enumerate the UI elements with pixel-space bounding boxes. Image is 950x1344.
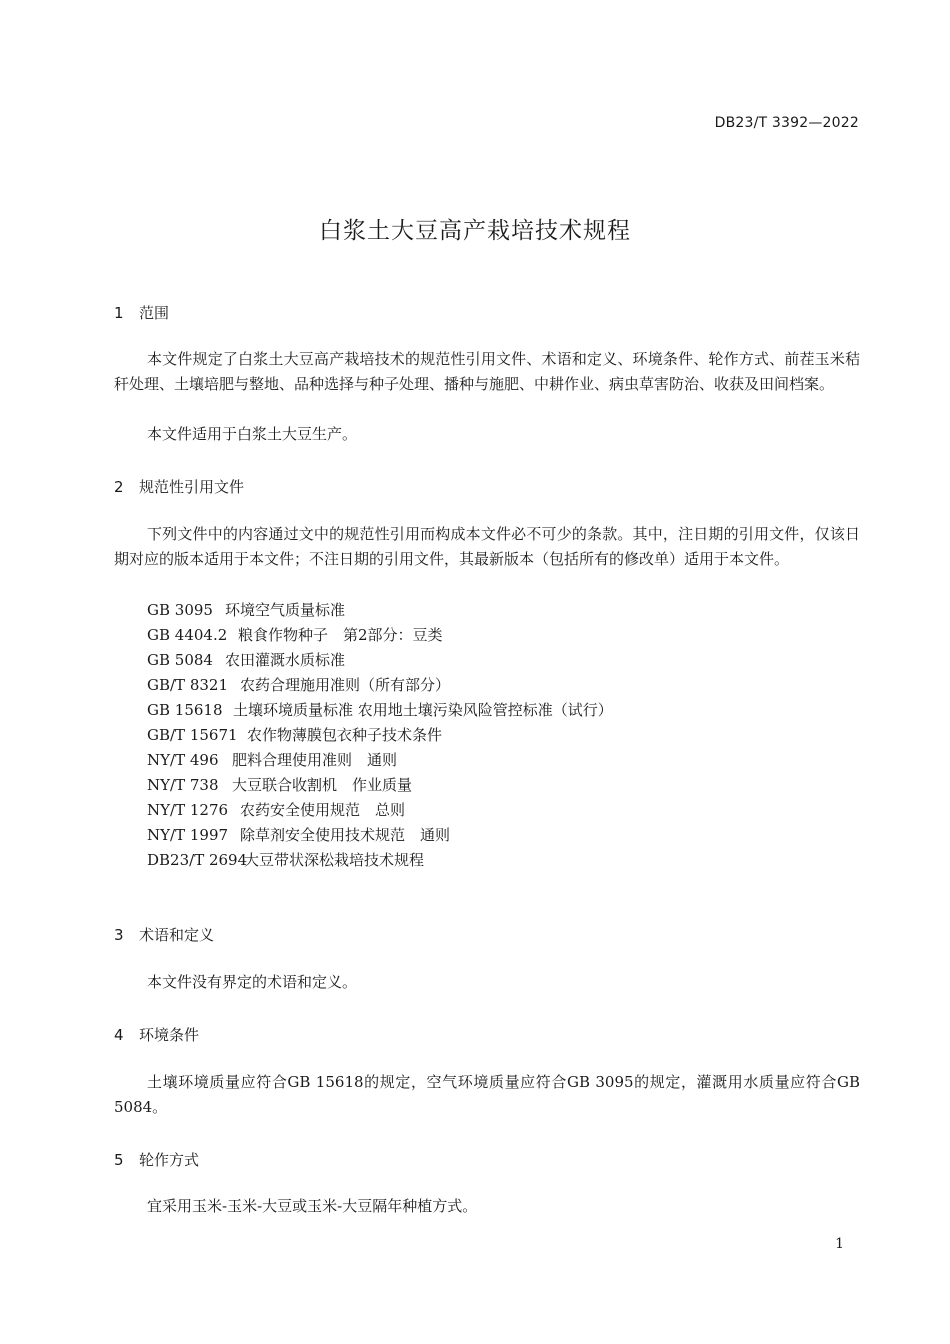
section-title: 轮作方式 — [139, 1151, 200, 1169]
section-number: 2 — [114, 478, 124, 496]
reference-code: NY/T 496 — [147, 751, 219, 769]
reference-item — [147, 598, 613, 623]
reference-code: NY/T 738 — [147, 776, 219, 794]
section-number: 4 — [114, 1026, 124, 1044]
reference-item — [147, 848, 613, 873]
reference-title: 大豆联合收割机 作业质量 — [232, 776, 413, 794]
reference-item — [147, 648, 613, 673]
section-2-heading — [114, 476, 244, 497]
section-title: 范围 — [139, 304, 170, 322]
section-5-paragraph-1: 宜采用玉米-玉米-大豆或玉米-大豆隔年种植方式。 — [147, 1197, 478, 1215]
reference-item — [147, 773, 613, 798]
reference-item — [147, 698, 613, 723]
reference-item — [147, 723, 613, 748]
section-title: 规范性引用文件 — [139, 478, 245, 496]
reference-code: GB 15618 — [147, 701, 223, 719]
document-title: 白浆土大豆高产栽培技术规程 — [319, 218, 631, 244]
section-3-heading — [114, 924, 214, 945]
reference-title: 农作物薄膜包衣种子技术条件 — [247, 726, 443, 744]
section-4-heading — [114, 1024, 199, 1045]
section-title: 术语和定义 — [139, 926, 215, 944]
reference-code: GB 3095 — [147, 601, 213, 619]
reference-item — [147, 673, 613, 698]
section-number: 1 — [114, 304, 124, 322]
section-number: 5 — [114, 1151, 124, 1169]
reference-code: GB/T 15671 — [147, 726, 238, 744]
reference-code: GB 4404.2 — [147, 626, 228, 644]
section-3-paragraph-1: 本文件没有界定的术语和定义。 — [147, 973, 358, 991]
reference-item — [147, 748, 613, 773]
section-1-paragraph-1: 本文件规定了白浆土大豆高产栽培技术的规范性引用文件、术语和定义、环境条件、轮作方式、前茬玉米秸秆处理、土壤培肥与整地、品种选择与种子处理、播种与施肥、中耕作业、病虫草害防治、收获及田间档案。 — [114, 350, 860, 393]
reference-code: GB 5084 — [147, 651, 213, 669]
reference-title: 环境空气质量标准 — [225, 601, 346, 619]
section-4-paragraph-1: 土壤环境质量应符合GB 15618的规定，空气环境质量应符合GB 3095的规定，灌溉用水质量应符合GB 5084。 — [114, 1073, 860, 1116]
section-5-heading — [114, 1149, 199, 1170]
section-number: 3 — [114, 926, 124, 944]
reference-code: NY/T 1276 — [147, 801, 229, 819]
reference-title: 除草剂安全使用技术规范 通则 — [240, 826, 451, 844]
document-code: DB23/T 3392—2022 — [714, 115, 859, 131]
reference-item — [147, 798, 613, 823]
reference-code: GB/T 8321 — [147, 676, 229, 694]
reference-title: 农药合理施用准则（所有部分） — [240, 676, 451, 694]
reference-title: 农药安全使用规范 总则 — [240, 801, 406, 819]
reference-title: 肥料合理使用准则 通则 — [232, 751, 398, 769]
reference-title: 土壤环境质量标准 农用地土壤污染风险管控标准（试行） — [233, 701, 613, 719]
normative-reference-list — [147, 598, 613, 873]
page-number: 1 — [835, 1236, 844, 1252]
section-2-paragraph-1: 下列文件中的内容通过文中的规范性引用而构成本文件必不可少的条款。其中，注日期的引用文件，仅该日期对应的版本适用于本文件；不注日期的引用文件，其最新版本（包括所有的修改单）适用于本文件。 — [114, 525, 860, 568]
section-1-paragraph-2: 本文件适用于白浆土大豆生产。 — [147, 425, 358, 443]
reference-title: 农田灌溉水质标准 — [225, 651, 346, 669]
reference-item — [147, 823, 613, 848]
reference-code: DB23/T 2694 — [147, 851, 248, 869]
reference-code: NY/T 1997 — [147, 826, 229, 844]
reference-title: 粮食作物种子 第2部分：豆类 — [238, 626, 443, 644]
reference-title: 大豆带状深松栽培技术规程 — [244, 851, 425, 869]
section-1-heading — [114, 302, 169, 323]
section-title: 环境条件 — [139, 1026, 200, 1044]
reference-item — [147, 623, 613, 648]
